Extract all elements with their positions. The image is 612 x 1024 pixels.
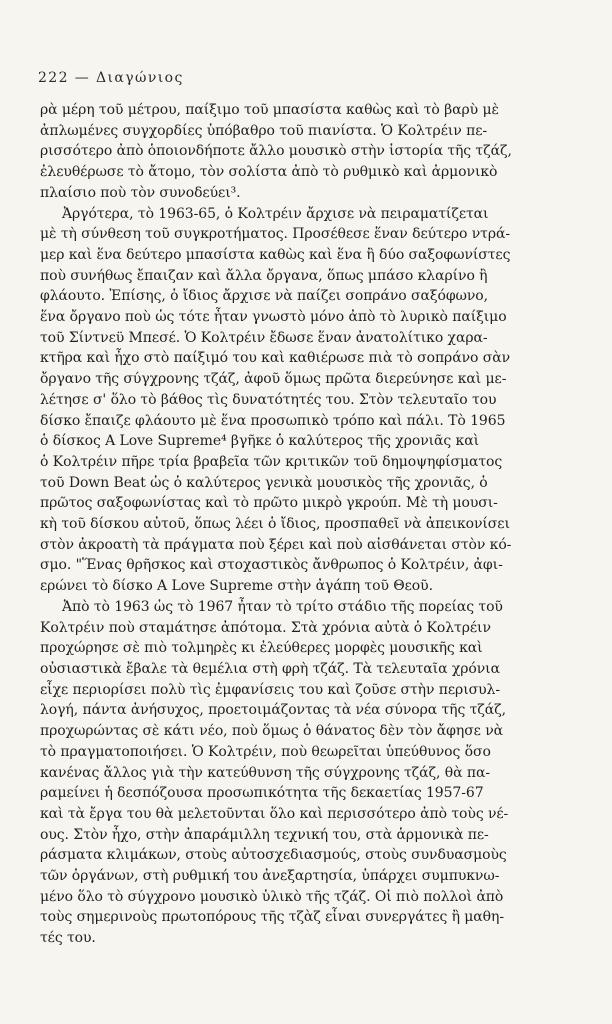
text-line: πρῶτος σαξοφωνίστας καὶ τὸ πρῶτο μικρὸ γκρούπ. Μὲ τὴ μουσι- <box>40 495 498 512</box>
text-line: ὁ Κολτρέιν πῆρε τρία βραβεῖα τῶν κριτικῶν τοῦ δημοψηφίσματος <box>40 453 503 470</box>
text-line: μὲ τὴ σύνθεση τοῦ συγκροτήματος. Προσέθεσε ἕναν δεύτερο ντρά- <box>40 226 511 243</box>
text-line: σμο. "Ἕνας θρῆσκος καὶ στοχαστικὸς ἄνθρωπος ὁ Κολτρέιν, ἀφι- <box>40 557 503 574</box>
text-line: εἶχε περιορίσει πολὺ τὶς ἐμφανίσεις του καὶ ζοῦσε στὴν περισυλ- <box>40 681 500 698</box>
text-line: ραμείνει ἡ δεσπόζουσα προσωπικότητα τῆς δεκαετίας 1957-67 <box>40 785 484 802</box>
text-line: προχώρησε σὲ πιὸ τολμηρὲς κι ἐλεύθερες μορφὲς μουσικῆς καὶ <box>40 640 483 657</box>
text-line: ερώνει τὸ δίσκο A Love Supreme στὴν ἀγάπη τοῦ Θεοῦ. <box>40 578 433 595</box>
text-line: ρισσότερο ἀπὸ ὁποιονδήποτε ἄλλο μουσικὸ στὴν ἱστορία τῆς τζάζ, <box>40 143 512 160</box>
page-header: 222 — Διαγώνιος <box>38 70 184 86</box>
text-line: μερ καὶ ἕνα δεύτερο μπασίστα καθὼς καὶ ἕνα ἢ δύο σαξοφωνίστες <box>40 246 511 263</box>
text-line: πλαίσιο ποὺ τὸν συνοδεύει³. <box>40 184 241 201</box>
text-line: προχωρώντας σὲ κάτι νέο, ποὺ ὅμως ὁ θάνατος δὲν τὸν ἄφησε νὰ <box>40 723 504 740</box>
text-line: μένο ὅλο τὸ σύγχρονο μουσικὸ ὑλικὸ τῆς τζάζ. Οἱ πιὸ πολλοὶ ἀπὸ <box>40 888 504 905</box>
paragraph-start: Ἀργότερα, τὸ 1963-65, ὁ Κολτρέιν ἄρχισε νὰ πειραματίζεται <box>62 205 489 222</box>
paragraph-start: Ἀπὸ τὸ 1963 ὡς τὸ 1967 ἦταν τὸ τρίτο στάδιο τῆς πορείας τοῦ <box>62 598 503 615</box>
text-line: τοῦ Σίντνεϋ Μπεσέ. Ὁ Κολτρέιν ἔδωσε ἕναν ἀνατολίτικο χαρα- <box>40 329 488 346</box>
text-line: Κολτρέιν ποὺ σταμάτησε ἀπότομα. Στὰ χρόνια αὐτὰ ὁ Κολτρέιν <box>40 619 491 636</box>
text-line: ὄργανο τῆς σύγχρονης τζάζ, ἀφοῦ ὅμως πρῶτα διερεύνησε καὶ με- <box>40 371 507 388</box>
text-line: ποὺ συνήθως ἔπαιζαν καὶ ἄλλα ὄργανα, ὅπως μπάσο κλαρίνο ἢ <box>40 267 488 284</box>
text-line: λέτησε σ' ὅλο τὸ βάθος τὶς δυνατότητές του. Στὸν τελευταῖο του <box>40 391 497 408</box>
text-line: τῶν ὀργάνων, στὴ ρυθμική του ἀνεξαρτησία, ὑπάρχει συμπυκνω- <box>40 868 500 885</box>
body-text <box>40 100 574 949</box>
text-line: φλάουτο. Ἐπίσης, ὁ ἴδιος ἄρχισε νὰ παίζει σοπράνο σαξόφωνο, <box>40 288 489 305</box>
text-line: κτῆρα καὶ ἦχο στὸ παίξιμό του καὶ καθιέρωσε πιὰ τὸ σοπράνο σὰν <box>40 350 511 367</box>
text-line: ράσματα κλιμάκων, στοὺς αὐτοσχεδιασμούς, στοὺς συνδυασμοὺς <box>40 847 507 864</box>
text-line: τοὺς σημερινοὺς πρωτοπόρους τῆς τζὰζ εἶναι συνεργάτες ἢ μαθη- <box>40 909 504 926</box>
text-line: ρὰ μέρη τοῦ μέτρου, παίξιμο τοῦ μπασίστα καθὼς καὶ τὸ βαρὺ μὲ <box>40 102 499 118</box>
text-line: οὐσιαστικὰ ἔβαλε τὰ θεμέλια στὴ φρὴ τζάζ. Τὰ τελευταῖα χρόνια <box>40 660 500 677</box>
text-line: ἐλευθέρωσε τὸ ἄτομο, τὸν σολίστα ἀπὸ τὸ ρυθμικὸ καὶ ἁρμονικὸ <box>40 164 498 181</box>
text-line: λογή, πάντα ἀνήσυχος, προετοιμάζοντας τὰ νέα σύνορα τῆς τζάζ, <box>40 702 507 719</box>
text-line: στὸν ἀκροατὴ τὰ πράγματα ποὺ ξέρει καὶ ποὺ αἰσθάνεται στὸν κό- <box>40 536 512 553</box>
text-line: ἀπλωμένες συγχορδίες ὑπόβαθρο τοῦ πιανίστα. Ὁ Κολτρέιν πε- <box>40 122 488 139</box>
text-line: δίσκο ἔπαιζε φλάουτο μὲ ἕνα προσωπικὸ τρόπο καὶ πάλι. Τὸ 1965 <box>40 412 506 429</box>
text-line: καὶ τὰ ἔργα του θὰ μελετοῦνται ὅλο καὶ περισσότερο ἀπὸ τοὺς νέ- <box>40 805 509 822</box>
text-line: ους. Στὸν ἦχο, στὴν ἀπαράμιλλη τεχνική του, στὰ ἁρμονικὰ πε- <box>40 826 489 843</box>
text-line: κανένας ἄλλος γιὰ τὴν κατεύθυνση τῆς σύγχρονης τζάζ, θὰ πα- <box>40 764 491 781</box>
text-line: ἕνα ὄργανο ποὺ ὡς τότε ἦταν γνωστὸ μόνο ἀπὸ τὸ λυρικὸ παίξιμο <box>40 309 507 326</box>
text-line: κὴ τοῦ δίσκου αὐτοῦ, ὅπως λέει ὁ ἴδιος, προσπαθεῖ νὰ ἀπεικονίσει <box>40 516 510 533</box>
text-line: ὁ δίσκος A Love Supreme⁴ βγῆκε ὁ καλύτερος τῆς χρονιᾶς καὶ <box>40 433 480 450</box>
text-line: τοῦ Down Beat ὡς ὁ καλύτερος γενικὰ μουσικὸς τῆς χρονιᾶς, ὁ <box>40 474 488 491</box>
text-line: τὸ πραγματοποιήσει. Ὁ Κολτρέιν, ποὺ θεωρεῖται ὑπεύθυνος ὅσο <box>40 743 491 760</box>
text-line: τές του. <box>40 930 96 947</box>
